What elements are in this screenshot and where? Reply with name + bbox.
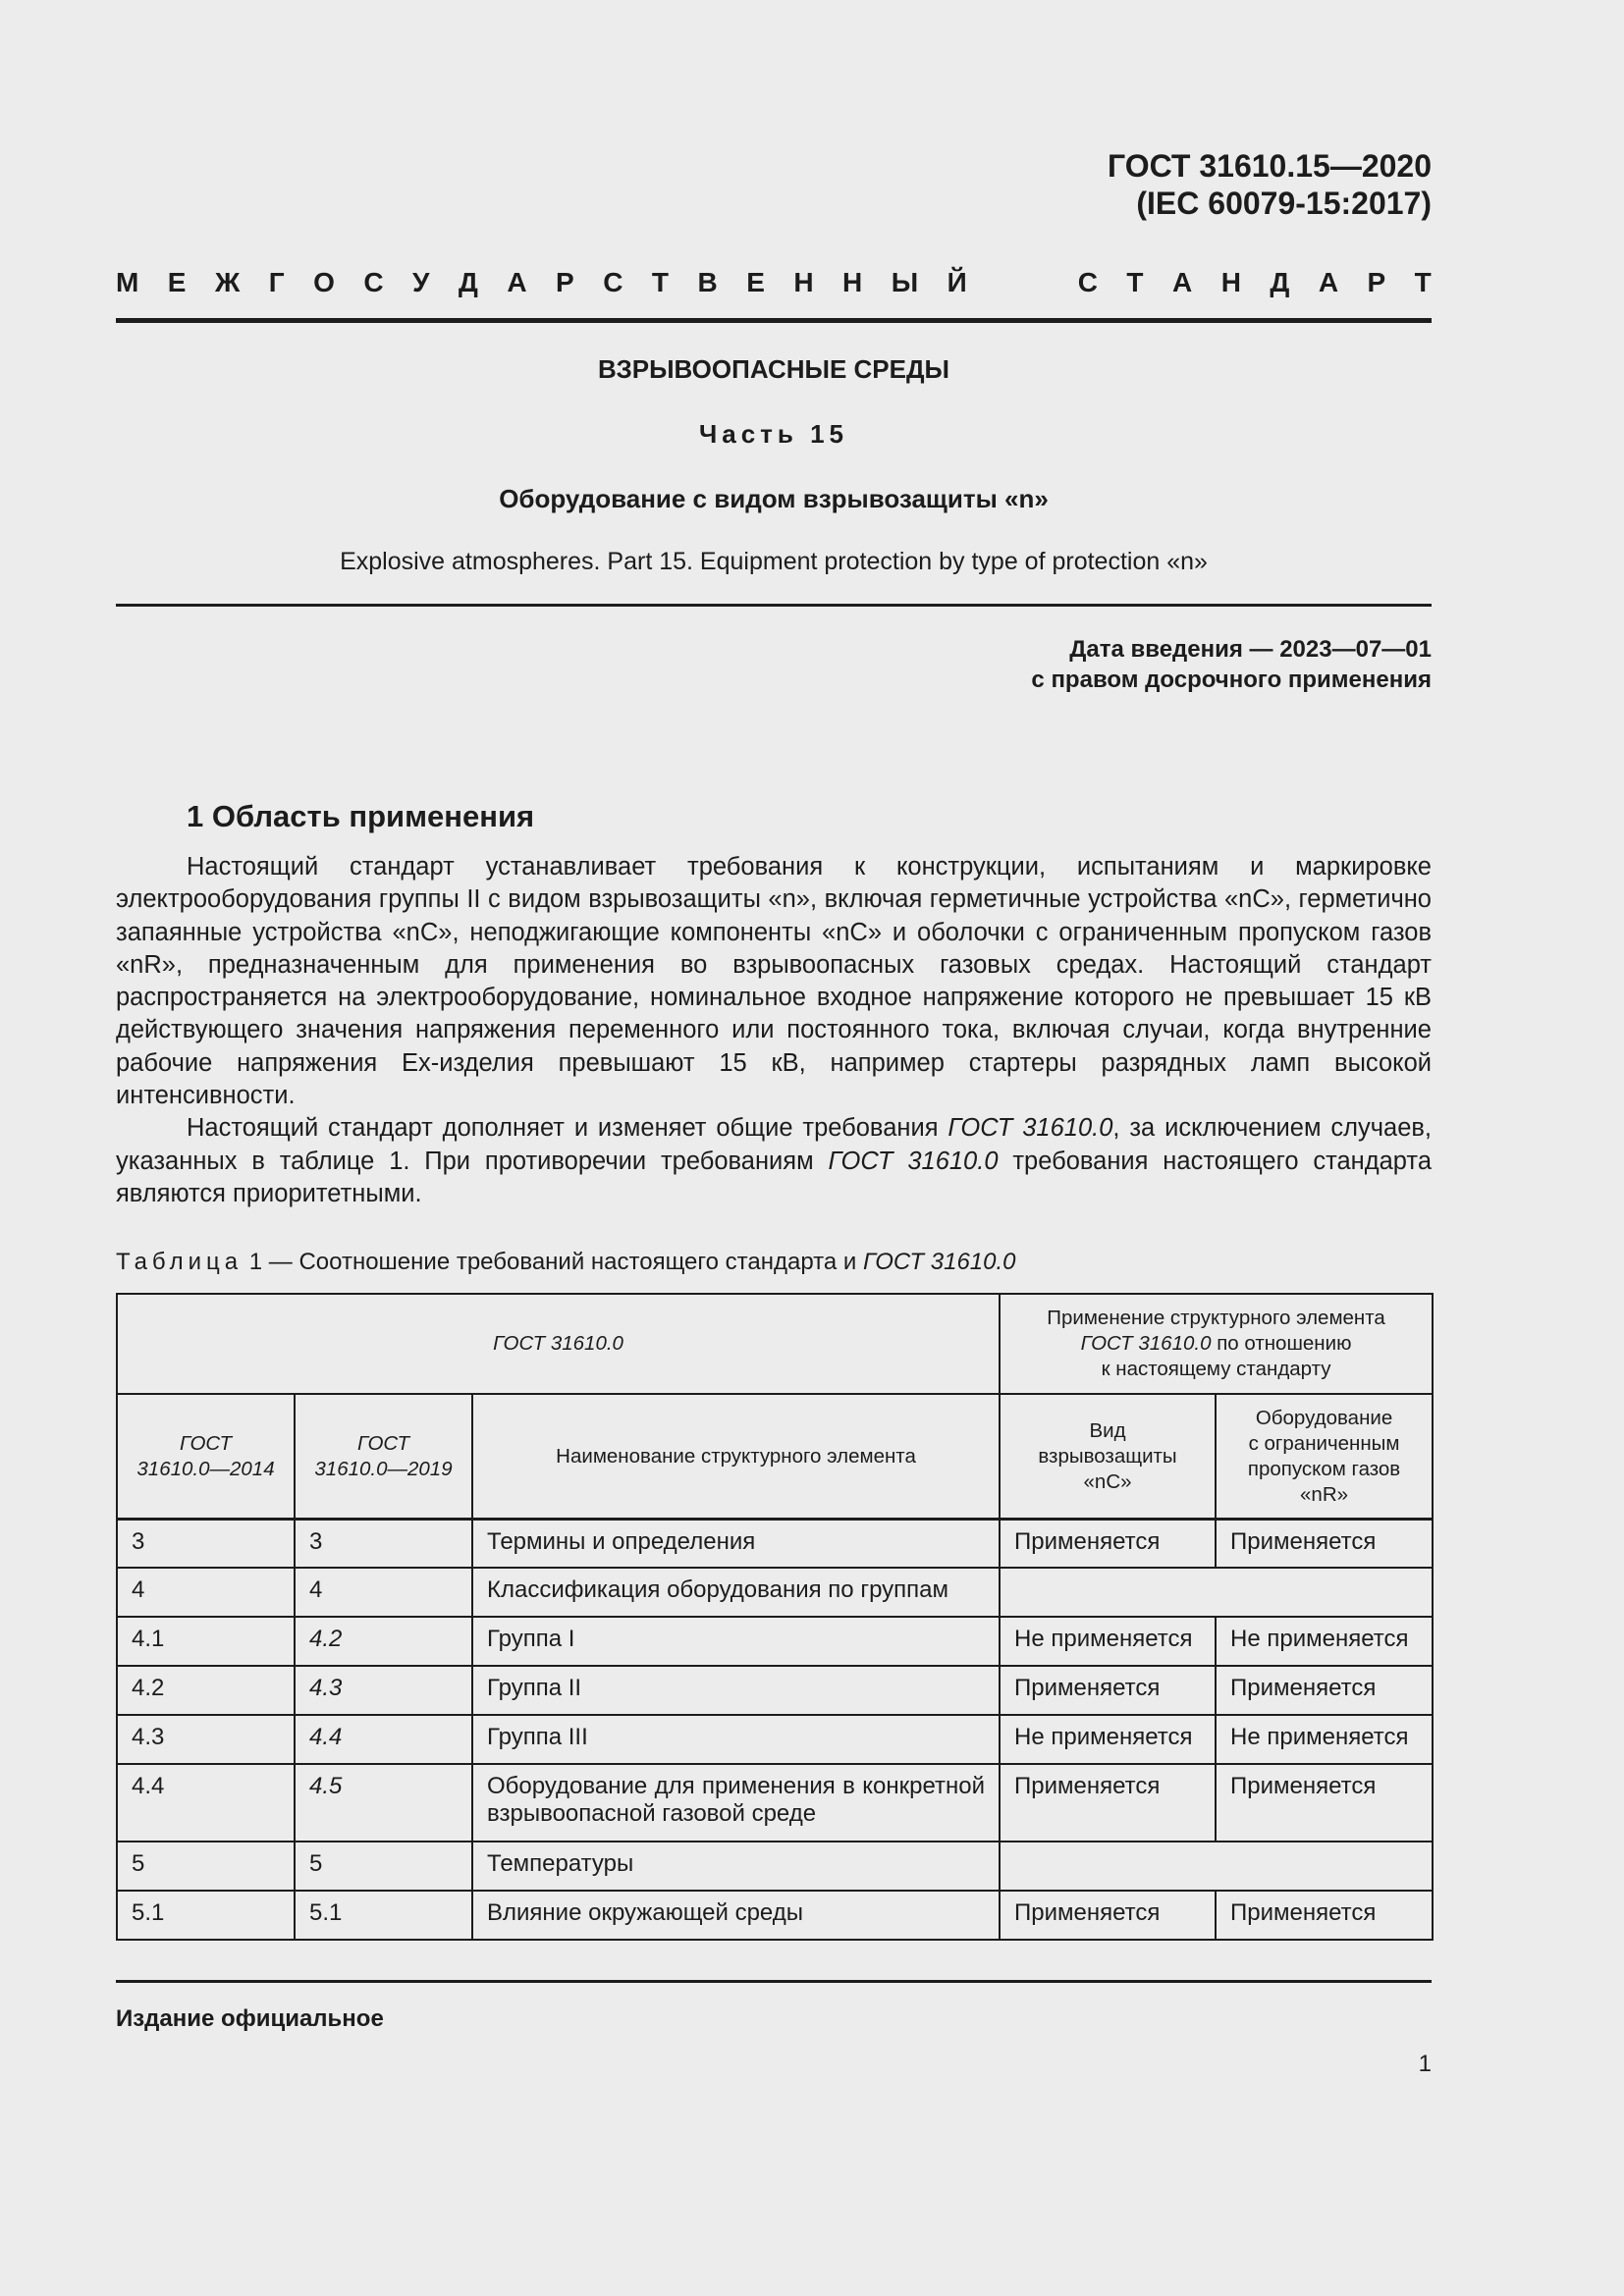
col-nr-line2: с ограниченным bbox=[1248, 1431, 1400, 1455]
cell-nc: Применяется bbox=[1000, 1519, 1216, 1568]
col-gost-2019 bbox=[295, 1394, 472, 1519]
letter: Н bbox=[1220, 267, 1241, 297]
cell-nc: Применяется bbox=[1000, 1666, 1216, 1715]
col-nr-line1: Оборудование bbox=[1255, 1406, 1393, 1429]
cell-nc: Применяется bbox=[1000, 1891, 1216, 1940]
header-gost bbox=[117, 1294, 1000, 1394]
cell-2014: 4.1 bbox=[117, 1617, 295, 1666]
title-block bbox=[116, 354, 1432, 576]
letter: Ы bbox=[891, 267, 919, 297]
official-edition: Издание официальное bbox=[116, 2005, 384, 2033]
gost-reference: ГОСТ 31610.0 bbox=[947, 1114, 1113, 1143]
table-header-row bbox=[117, 1294, 1433, 1394]
scope-paragraph-1: Настоящий стандарт устанавливает требования к конструкции, испытаниям и маркировке электрооборудования группы II с видом взрывозащиты «n», включая герметичные устройства «nC», герметично запаянные устройства «nC», неподжигающие компоненты «nC» и оболочки с ограниченным пропуском газов «nR», предназначенным для применения во взрывоопасных газовых средах. Настоящий стандарт распространяется на электрооборудование, номинальное входное напряжение которого не превышает 15 кВ действующего значения напряжения переменного или постоянного тока, включая случаи, когда внутренние рабочие напряжения Ex-изделия превышают 15 кВ, например стартеры разрядных ламп высокой интенсивности. bbox=[116, 853, 1432, 1110]
cell-2019: 4.3 bbox=[295, 1666, 472, 1715]
table-row bbox=[117, 1891, 1433, 1940]
letter: Т bbox=[651, 267, 670, 297]
col-gost-2014-line1: ГОСТ bbox=[179, 1431, 233, 1455]
text-run: , за исключением случаев, указанных в таблице 1. При противоречии требованиям bbox=[116, 1114, 1433, 1175]
header-application-line3: к настоящему стандарту bbox=[1101, 1358, 1331, 1381]
letter: А bbox=[1318, 267, 1339, 297]
cell-name: Оборудование для применения в конкретной взрывоопасной газовой среде bbox=[472, 1764, 1000, 1842]
col-gost-2019-line1: ГОСТ bbox=[356, 1431, 410, 1455]
cell-2019: 5.1 bbox=[295, 1891, 472, 1940]
cell-2014: 4.3 bbox=[117, 1715, 295, 1764]
cell-name: Группа I bbox=[472, 1617, 1000, 1666]
cell-empty bbox=[1000, 1842, 1433, 1891]
letter: Р bbox=[556, 267, 574, 297]
cell-2014: 4.4 bbox=[117, 1764, 295, 1842]
col-nr-line4: «nR» bbox=[1300, 1482, 1349, 1506]
table-row bbox=[117, 1715, 1433, 1764]
header-application-line1: Применение структурного элемента bbox=[1047, 1307, 1385, 1330]
cell-name: Температуры bbox=[472, 1842, 1000, 1891]
cell-nr: Не применяется bbox=[1216, 1715, 1433, 1764]
col-nc-line2: взрывозащиты bbox=[1038, 1444, 1177, 1468]
table-row bbox=[117, 1764, 1433, 1842]
letter: Т bbox=[1414, 267, 1432, 297]
col-gost-2014-line2: 31610.0—2014 bbox=[136, 1457, 275, 1480]
letter: У bbox=[412, 267, 430, 297]
cell-nr: Применяется bbox=[1216, 1764, 1433, 1842]
caption-word: Таблица bbox=[116, 1249, 244, 1276]
cell-2014: 4 bbox=[117, 1568, 295, 1617]
header-gost-text: ГОСТ 31610.0 bbox=[493, 1332, 623, 1356]
header-application-line2: по отношению bbox=[1211, 1332, 1352, 1356]
introduction-date: Дата введения — 2023—07—01 bbox=[1069, 636, 1432, 663]
letter: Т bbox=[1126, 267, 1144, 297]
cell-empty bbox=[1000, 1568, 1433, 1617]
cell-2019: 4.4 bbox=[295, 1715, 472, 1764]
table-row bbox=[117, 1666, 1433, 1715]
letter: Р bbox=[1367, 267, 1386, 297]
cell-2014: 4.2 bbox=[117, 1666, 295, 1715]
interstate-standard-heading bbox=[116, 267, 1432, 298]
col-nc bbox=[1000, 1394, 1216, 1519]
letter: С bbox=[363, 267, 384, 297]
letter: А bbox=[1171, 267, 1193, 297]
section-heading: 1 Область применения bbox=[187, 799, 535, 833]
table-row bbox=[117, 1842, 1433, 1891]
iec-code: (IEC 60079-15:2017) bbox=[1136, 186, 1432, 221]
letter: М bbox=[116, 267, 139, 297]
requirements-table bbox=[116, 1293, 1434, 1941]
title-divider bbox=[116, 604, 1432, 607]
cell-2014: 3 bbox=[117, 1519, 295, 1568]
footer-divider bbox=[116, 1980, 1432, 1983]
cell-nc: Не применяется bbox=[1000, 1617, 1216, 1666]
scope-paragraph-2 bbox=[116, 1112, 1432, 1210]
col-nr bbox=[1216, 1394, 1433, 1519]
table-subheader-row bbox=[117, 1394, 1433, 1519]
gost-reference: ГОСТ 31610.0 bbox=[828, 1147, 999, 1175]
early-application: с правом досрочного применения bbox=[1031, 667, 1432, 693]
intro-date-block bbox=[116, 634, 1432, 695]
letter: Е bbox=[167, 267, 187, 297]
cell-name: Классификация оборудования по группам bbox=[472, 1568, 1000, 1617]
caption-text: 1 — Соотношение требований настоящего стандарта и bbox=[243, 1249, 863, 1276]
letter: С bbox=[1077, 267, 1098, 297]
cell-name: Группа II bbox=[472, 1666, 1000, 1715]
letter: А bbox=[507, 267, 527, 297]
table-row bbox=[117, 1519, 1433, 1568]
cell-2014: 5 bbox=[117, 1842, 295, 1891]
document-page bbox=[116, 147, 1432, 2079]
cell-nc: Применяется bbox=[1000, 1764, 1216, 1842]
standard-code: ГОСТ 31610.15—2020 bbox=[1107, 148, 1432, 184]
page-number: 1 bbox=[1418, 2051, 1432, 2078]
cell-2019: 4.5 bbox=[295, 1764, 472, 1842]
cell-2014: 5.1 bbox=[117, 1891, 295, 1940]
cell-nr: Не применяется bbox=[1216, 1617, 1433, 1666]
cell-2019: 4.2 bbox=[295, 1617, 472, 1666]
cell-nr: Применяется bbox=[1216, 1891, 1433, 1940]
word-gap bbox=[996, 267, 1049, 298]
letter: Г bbox=[268, 267, 285, 297]
cell-name: Группа III bbox=[472, 1715, 1000, 1764]
header-application-ref: ГОСТ 31610.0 bbox=[1080, 1332, 1212, 1356]
letter: Ж bbox=[214, 267, 241, 297]
cell-name: Термины и определения bbox=[472, 1519, 1000, 1568]
cell-2019: 3 bbox=[295, 1519, 472, 1568]
cell-name: Влияние окружающей среды bbox=[472, 1891, 1000, 1940]
table-caption bbox=[116, 1248, 1432, 1277]
english-title: Explosive atmospheres. Part 15. Equipment protection by type of protection «n» bbox=[340, 548, 1208, 575]
header-divider bbox=[116, 318, 1432, 323]
letter: Н bbox=[793, 267, 814, 297]
col-gost-2019-line2: 31610.0—2019 bbox=[314, 1457, 453, 1480]
cell-2019: 4 bbox=[295, 1568, 472, 1617]
text-run: Настоящий стандарт дополняет и изменяет общие требования bbox=[187, 1114, 948, 1143]
col-element-name: Наименование структурного элемента bbox=[472, 1394, 1000, 1519]
letter: О bbox=[313, 267, 335, 297]
letter: Д bbox=[1270, 267, 1290, 297]
cell-nr: Применяется bbox=[1216, 1666, 1433, 1715]
letter: В bbox=[697, 267, 718, 297]
table-row bbox=[117, 1617, 1433, 1666]
letter: Е bbox=[746, 267, 765, 297]
letter: Д bbox=[458, 267, 478, 297]
main-title: ВЗРЫВООПАСНЫЕ СРЕДЫ bbox=[598, 354, 949, 384]
col-gost-2014 bbox=[117, 1394, 295, 1519]
header-application bbox=[1000, 1294, 1433, 1394]
col-nc-line1: Вид bbox=[1089, 1418, 1126, 1442]
cell-nr: Применяется bbox=[1216, 1519, 1433, 1568]
cell-nc: Не применяется bbox=[1000, 1715, 1216, 1764]
text-run: требования настоящего стандарта являются приоритетными. bbox=[116, 1147, 1433, 1207]
letter: Н bbox=[842, 267, 863, 297]
col-nr-line3: пропуском газов bbox=[1247, 1457, 1401, 1480]
letter: С bbox=[603, 267, 623, 297]
table-row bbox=[117, 1568, 1433, 1617]
subtitle: Оборудование с видом взрывозащиты «n» bbox=[499, 484, 1049, 513]
caption-reference: ГОСТ 31610.0 bbox=[862, 1249, 1016, 1276]
letter: Й bbox=[947, 267, 967, 297]
col-nc-line3: «nC» bbox=[1083, 1469, 1132, 1493]
part-title: Часть 15 bbox=[698, 419, 849, 449]
standard-code-block bbox=[116, 147, 1432, 222]
cell-2019: 5 bbox=[295, 1842, 472, 1891]
